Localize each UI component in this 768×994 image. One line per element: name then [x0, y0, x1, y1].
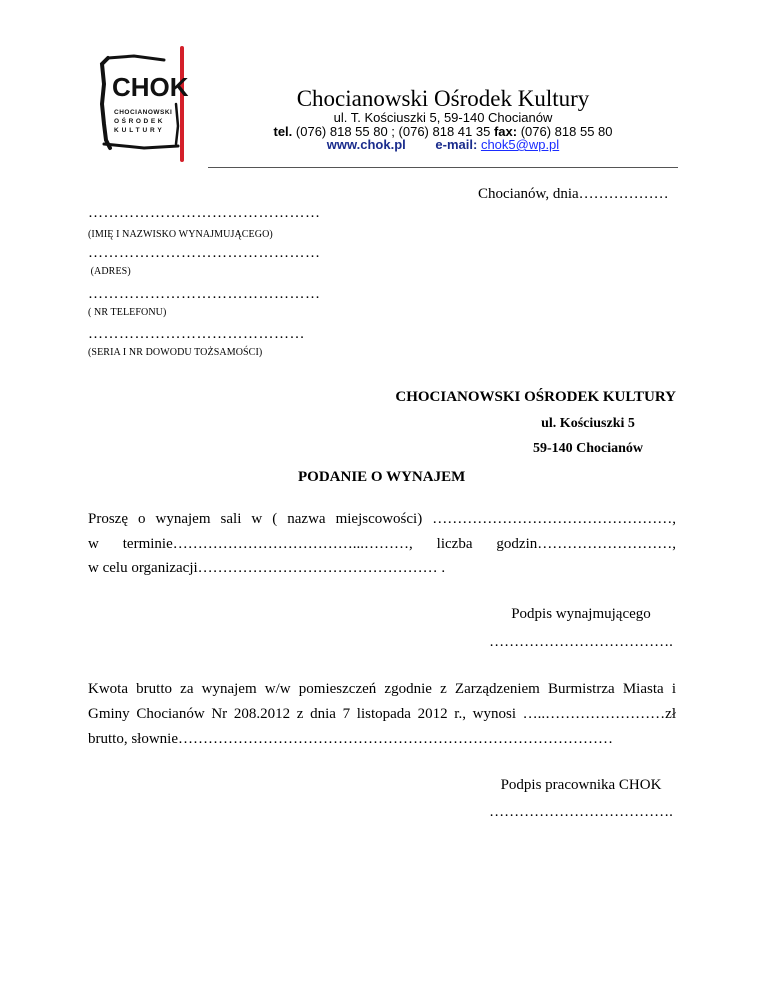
- logo-lettering: CHOK: [112, 72, 189, 102]
- logo-subtitle-2: OŚRODEK: [114, 118, 166, 125]
- applicant-id-dots: ……………………………………: [88, 326, 305, 342]
- fax-value: (076) 818 55 80: [520, 124, 613, 139]
- website-link[interactable]: www.chok.pl: [326, 137, 406, 152]
- staff-signature-dots: ……………………………….: [489, 804, 673, 820]
- form-title: PODANIE O WYNAJEM: [298, 469, 466, 485]
- request-line-1: Proszę o wynajem sali w ( nazwa miejscowości) …………………………………………,: [88, 511, 676, 527]
- logo-subtitle-3: KULTURY: [114, 127, 165, 134]
- email-label: e-mail:: [435, 137, 478, 152]
- applicant-address-label: (ADRES): [88, 266, 131, 277]
- recipient-name: CHOCIANOWSKI OŚRODEK KULTURY: [395, 389, 676, 405]
- recipient-street: ul. Kościuszki 5: [541, 416, 635, 431]
- fee-line-3: brutto, słownie……………………………………………………………………………: [88, 731, 613, 747]
- place-date: Chocianów, dnia………………: [478, 186, 669, 202]
- tenant-signature-label: Podpis wynajmującego: [511, 606, 651, 622]
- chok-logo: [94, 44, 194, 162]
- organization-address: ul. T. Kościuszki 5, 59-140 Chocianów: [333, 110, 553, 125]
- applicant-phone-label: ( NR TELEFONU): [88, 307, 167, 318]
- organization-name: Chocianowski Ośrodek Kultury: [296, 86, 590, 111]
- tel-label: tel.: [273, 124, 293, 139]
- applicant-name-label: (IMIĘ I NAZWISKO WYNAJMUJĄCEGO): [88, 229, 273, 240]
- applicant-address-dots: ………………………………………: [88, 245, 321, 261]
- staff-signature-label: Podpis pracownika CHOK: [500, 777, 662, 793]
- request-line-3: w celu organizacji………………………………………… .: [88, 560, 446, 576]
- fee-line-2: Gminy Chocianów Nr 208.2012 z dnia 7 listopada 2012 r., wynosi …..……………………zł: [88, 706, 676, 722]
- applicant-name-dots: ………………………………………: [88, 205, 321, 221]
- tenant-signature-dots: ……………………………….: [489, 634, 673, 650]
- request-line-2: w terminie………………………………...………, liczba godzin………………………,: [88, 536, 676, 552]
- email-link[interactable]: chok5@wp.pl: [480, 137, 560, 152]
- applicant-phone-dots: ………………………………………: [88, 286, 321, 302]
- applicant-id-label: (SERIA I NR DOWODU TOŻSAMOŚCI): [88, 347, 263, 358]
- logo-subtitle-1: CHOCIANOWSKI: [114, 109, 173, 116]
- fee-line-1: Kwota brutto za wynajem w/w pomieszczeń zgodnie z Zarządzeniem Burmistrza Miasta i: [88, 681, 676, 697]
- recipient-city: 59-140 Chocianów: [532, 441, 644, 456]
- tel-value: (076) 818 55 80 ; (076) 818 41 35: [295, 124, 491, 139]
- organization-web: [210, 137, 676, 152]
- fax-label: fax:: [493, 124, 518, 139]
- header-divider: [208, 167, 678, 168]
